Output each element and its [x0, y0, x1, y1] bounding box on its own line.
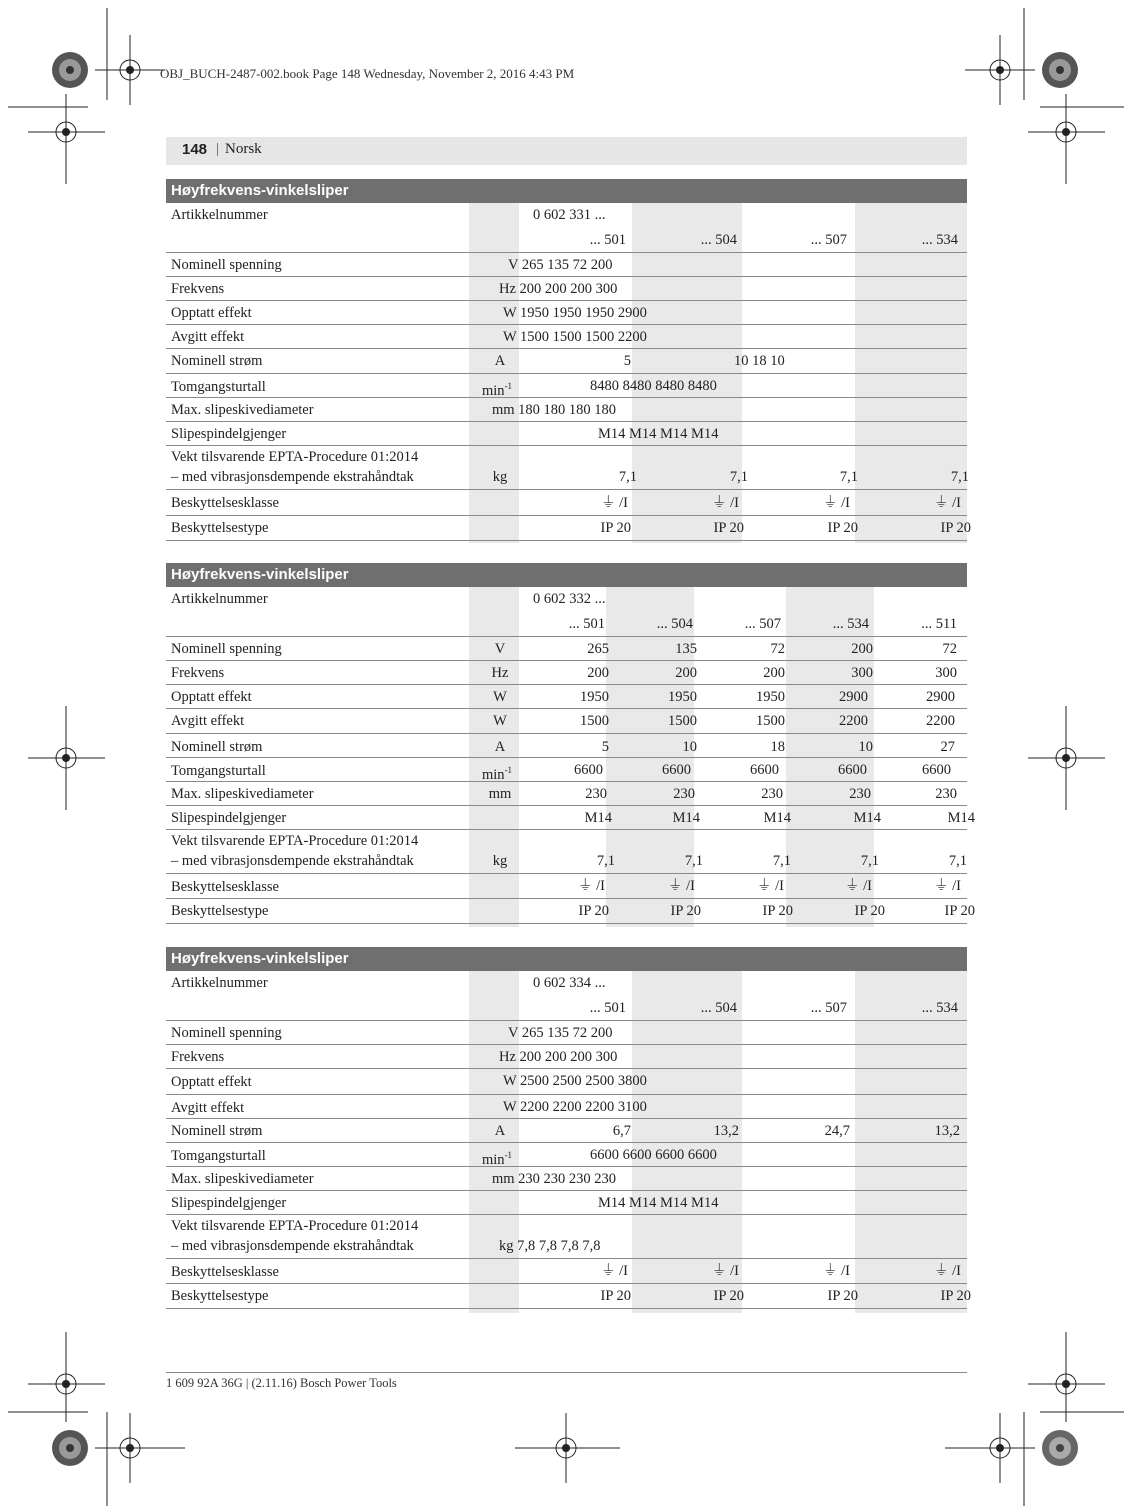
article-number: 0 602 332 ...: [533, 591, 606, 607]
row-value: V 265 135 72 200: [508, 257, 613, 273]
table-row: [166, 446, 967, 490]
row-value: IP 20: [670, 903, 701, 919]
row-value: ... 507: [744, 616, 781, 632]
row-value: ⏚ /I: [823, 1263, 850, 1279]
table-row: [166, 758, 967, 782]
table-row: [166, 1143, 967, 1167]
row-value: ... 504: [700, 1000, 737, 1016]
row-value: ... 501: [589, 232, 626, 248]
table-row: [166, 1069, 967, 1095]
row-value: ... 534: [921, 232, 958, 248]
table-row: [166, 1045, 967, 1069]
row-value: ... 501: [589, 1000, 626, 1016]
row-value: 135: [675, 641, 697, 657]
row-value: Hz 200 200 200 300: [499, 281, 618, 297]
row-label: Beskyttelsesklasse: [171, 1264, 279, 1280]
row-unit: kg: [492, 469, 508, 485]
table-row: [166, 661, 967, 685]
row-value: mm 230 230 230 230: [492, 1171, 617, 1187]
table-row: [166, 1021, 967, 1045]
table-row: [166, 374, 967, 398]
table-row: [166, 806, 975, 830]
row-value: $\min^{-1}$: [482, 765, 513, 783]
row-value: 10 18 10: [734, 353, 785, 369]
row-value: IP 20: [940, 520, 971, 536]
row-value: 18: [770, 739, 785, 755]
row-unit: W: [493, 713, 507, 729]
row-value: 5: [623, 353, 631, 369]
section-language: Norsk: [225, 141, 262, 157]
row-label: Slipespindelgjenger: [171, 426, 287, 442]
table-row: [166, 253, 967, 277]
row-value: 24,7: [824, 1123, 850, 1139]
article-number: 0 602 331 ...: [533, 207, 606, 223]
row-label: Opptatt effekt: [171, 305, 252, 321]
row-label: Avgitt effekt: [171, 713, 245, 729]
row-label: Vekt tilsvarende EPTA-Procedure 01:2014: [171, 833, 419, 849]
row-value: 6600: [750, 762, 779, 778]
row-value: 1500: [756, 713, 785, 729]
row-label: Artikkelnummer: [171, 207, 268, 223]
row-label: – med vibrasjonsdempende ekstrahåndtak: [171, 469, 414, 485]
row-value: ... 534: [832, 616, 869, 632]
row-unit: A: [494, 739, 506, 755]
row-value: ⏚ /I: [578, 878, 605, 894]
row-label: Slipespindelgjenger: [171, 810, 287, 826]
table-row: [166, 301, 967, 325]
row-value: 7,1: [950, 469, 969, 485]
spec-table-2: [166, 563, 975, 927]
row-value: M14: [584, 810, 612, 826]
row-value: ⏚ /I: [934, 1263, 961, 1279]
row-value: IP 20: [600, 520, 631, 536]
row-value: 8480 8480 8480 8480: [590, 378, 717, 394]
spec-table-1: [166, 179, 971, 543]
row-value: 6600: [838, 762, 867, 778]
row-label: Beskyttelsestype: [171, 903, 269, 919]
row-value: 230: [849, 786, 871, 802]
row-value: 7,1: [596, 853, 615, 869]
table-row: [166, 398, 967, 422]
row-label: Beskyttelsesklasse: [171, 879, 279, 895]
row-unit: Hz: [491, 665, 509, 681]
row-value: 1950: [756, 689, 785, 705]
row-unit: kg: [492, 853, 508, 869]
row-value: 27: [940, 739, 955, 755]
row-value: ⏚ /I: [712, 1263, 739, 1279]
row-label: Frekvens: [171, 665, 225, 681]
row-value: IP 20: [578, 903, 609, 919]
row-label: Nominell spenning: [171, 1025, 282, 1041]
row-value: W 1950 1950 1950 2900: [503, 305, 647, 321]
article-number: 0 602 334 ...: [533, 975, 606, 991]
row-value: 7,1: [729, 469, 748, 485]
row-value: kg 7,8 7,8 7,8 7,8: [499, 1238, 601, 1254]
row-value: 72: [942, 641, 957, 657]
table-row: [166, 587, 967, 611]
table-row: [166, 899, 975, 924]
row-label: Slipespindelgjenger: [171, 1195, 287, 1211]
row-label: Nominell strøm: [171, 1123, 263, 1139]
row-value: ... 507: [810, 232, 847, 248]
row-value: IP 20: [827, 1288, 858, 1304]
row-label: Vekt tilsvarende EPTA-Procedure 01:2014: [171, 1218, 419, 1234]
page-number: 148: [182, 141, 208, 158]
row-value: 300: [851, 665, 873, 681]
table-row: [166, 516, 971, 541]
row-label: Max. slipeskivediameter: [171, 786, 314, 802]
row-value: 230: [673, 786, 695, 802]
table-row: [166, 1284, 971, 1309]
row-value: 230: [761, 786, 783, 802]
row-label: Beskyttelsestype: [171, 520, 269, 536]
page-header: [166, 137, 967, 165]
table-row: [166, 874, 967, 899]
row-label: Beskyttelsestype: [171, 1288, 269, 1304]
row-value: 2900: [839, 689, 868, 705]
row-label: Frekvens: [171, 1049, 225, 1065]
row-value: 72: [770, 641, 785, 657]
row-value: 6,7: [612, 1123, 631, 1139]
row-value: ⏚ /I: [712, 495, 739, 511]
row-value: IP 20: [713, 1288, 744, 1304]
row-value: 200: [675, 665, 697, 681]
header-separator: |: [216, 141, 220, 157]
table-row: [166, 830, 967, 874]
variant-header-row: [166, 611, 967, 637]
row-label: – med vibrasjonsdempende ekstrahåndtak: [171, 853, 414, 869]
row-value: 7,1: [618, 469, 637, 485]
row-label: Artikkelnummer: [171, 975, 268, 991]
table-row: [166, 782, 967, 806]
row-label: Nominell strøm: [171, 353, 263, 369]
row-value: M14: [853, 810, 881, 826]
row-value: W 2500 2500 2500 3800: [503, 1073, 647, 1089]
table-title: Høyfrekvens-vinkelsliper: [166, 563, 967, 587]
row-label: Avgitt effekt: [171, 329, 245, 345]
row-value: 2900: [926, 689, 955, 705]
row-value: min: [482, 383, 505, 399]
table-row: [166, 709, 967, 734]
row-label: Avgitt effekt: [171, 1100, 245, 1116]
row-value: ... 534: [921, 1000, 958, 1016]
row-value: 6600: [574, 762, 603, 778]
row-label: Opptatt effekt: [171, 1074, 252, 1090]
row-value: 10: [682, 739, 697, 755]
row-value: mm 180 180 180 180: [492, 402, 617, 418]
row-value: IP 20: [762, 903, 793, 919]
row-label: Tomgangsturtall: [171, 1148, 266, 1164]
row-value: 7,1: [772, 853, 791, 869]
row-value: V 265 135 72 200: [508, 1025, 613, 1041]
row-value: ... 504: [656, 616, 693, 632]
row-value: ⏚ /I: [668, 878, 695, 894]
row-value: W 2200 2200 2200 3100: [503, 1099, 647, 1115]
table-row: [166, 349, 967, 374]
row-unit: A: [494, 353, 506, 369]
row-unit: mm: [488, 786, 512, 802]
row-value: ... 507: [810, 1000, 847, 1016]
row-value: IP 20: [827, 520, 858, 536]
table-row: [166, 1119, 967, 1143]
table-row: [166, 734, 967, 758]
table-row: [166, 277, 967, 301]
row-value: 7,1: [948, 853, 967, 869]
row-value: min: [482, 767, 505, 783]
row-value: 2200: [839, 713, 868, 729]
row-label: Nominell spenning: [171, 641, 282, 657]
row-value: ⏚ /I: [934, 495, 961, 511]
row-value: ... 504: [700, 232, 737, 248]
row-value: $\min^{-1}$: [482, 381, 513, 399]
row-value: M14: [947, 810, 975, 826]
row-value: ⏚ /I: [757, 878, 784, 894]
row-label: Vekt tilsvarende EPTA-Procedure 01:2014: [171, 449, 419, 465]
row-label: Artikkelnummer: [171, 591, 268, 607]
row-unit: V: [494, 641, 506, 657]
row-label: Max. slipeskivediameter: [171, 402, 314, 418]
row-value: min: [482, 1152, 505, 1168]
row-value: 300: [935, 665, 957, 681]
row-value: 1500: [580, 713, 609, 729]
row-value: 6600 6600 6600 6600: [590, 1147, 717, 1163]
row-label: Tomgangsturtall: [171, 763, 266, 779]
table-row: [166, 1191, 967, 1215]
table-row: [166, 1259, 967, 1284]
table-row: [166, 971, 967, 995]
row-value: ⏚ /I: [845, 878, 872, 894]
row-label: Nominell strøm: [171, 739, 263, 755]
row-label: Opptatt effekt: [171, 689, 252, 705]
row-value: IP 20: [940, 1288, 971, 1304]
row-value: 7,1: [860, 853, 879, 869]
row-value: 200: [851, 641, 873, 657]
row-value: M14 M14 M14 M14: [598, 426, 719, 442]
row-value: ... 501: [568, 616, 605, 632]
variant-header-row: [166, 227, 967, 253]
row-value: 6600: [662, 762, 691, 778]
row-value: 2200: [926, 713, 955, 729]
row-value: 7,1: [839, 469, 858, 485]
table-title: Høyfrekvens-vinkelsliper: [166, 179, 967, 203]
row-unit: W: [493, 689, 507, 705]
row-value: Hz 200 200 200 300: [499, 1049, 618, 1065]
table-row: [166, 490, 967, 516]
row-value: ⏚ /I: [823, 495, 850, 511]
row-unit: A: [494, 1123, 506, 1139]
row-value: ⏚ /I: [601, 495, 628, 511]
row-value: 200: [763, 665, 785, 681]
row-value: 230: [585, 786, 607, 802]
row-label: Beskyttelsesklasse: [171, 495, 279, 511]
row-value: IP 20: [944, 903, 975, 919]
variant-header-row: [166, 995, 967, 1021]
row-value: 13,2: [713, 1123, 739, 1139]
row-value: 1500: [668, 713, 697, 729]
row-label: Tomgangsturtall: [171, 379, 266, 395]
row-value: 7,1: [684, 853, 703, 869]
row-label: Max. slipeskivediameter: [171, 1171, 314, 1187]
table-row: [166, 203, 967, 227]
row-value: W 1500 1500 1500 2200: [503, 329, 647, 345]
row-value: 265: [587, 641, 609, 657]
row-value: IP 20: [600, 1288, 631, 1304]
row-value: $\min^{-1}$: [482, 1150, 513, 1168]
row-value: 6600: [922, 762, 951, 778]
row-value: IP 20: [854, 903, 885, 919]
row-label: Nominell spenning: [171, 257, 282, 273]
table-row: [166, 325, 967, 349]
table-row: [166, 1167, 967, 1191]
row-value: ⏚ /I: [601, 1263, 628, 1279]
row-value: ⏚ /I: [934, 878, 961, 894]
row-value: ... 511: [921, 616, 957, 632]
row-value: 1950: [668, 689, 697, 705]
table-row: [166, 685, 967, 709]
row-label: Frekvens: [171, 281, 225, 297]
print-slug: OBJ_BUCH-2487-002.book Page 148 Wednesday, November 2, 2016 4:43 PM: [160, 66, 575, 81]
row-value: IP 20: [713, 520, 744, 536]
table-row: [166, 1215, 967, 1259]
row-value: M14: [763, 810, 791, 826]
table-row: [166, 422, 967, 446]
row-label: – med vibrasjonsdempende ekstrahåndtak: [171, 1238, 414, 1254]
row-value: M14: [672, 810, 700, 826]
row-value: 200: [587, 665, 609, 681]
page-footer: 1 609 92A 36G | (2.11.16) Bosch Power Tools: [166, 1376, 397, 1390]
row-value: 230: [935, 786, 957, 802]
row-value: 1950: [580, 689, 609, 705]
row-value: M14 M14 M14 M14: [598, 1195, 719, 1211]
row-value: 10: [858, 739, 873, 755]
spec-table-3: [166, 947, 971, 1313]
row-value: 5: [601, 739, 609, 755]
table-row: [166, 1095, 967, 1119]
table-title: Høyfrekvens-vinkelsliper: [166, 947, 967, 971]
row-value: 13,2: [934, 1123, 960, 1139]
table-row: [166, 637, 967, 661]
footer-rule: [166, 1372, 967, 1373]
